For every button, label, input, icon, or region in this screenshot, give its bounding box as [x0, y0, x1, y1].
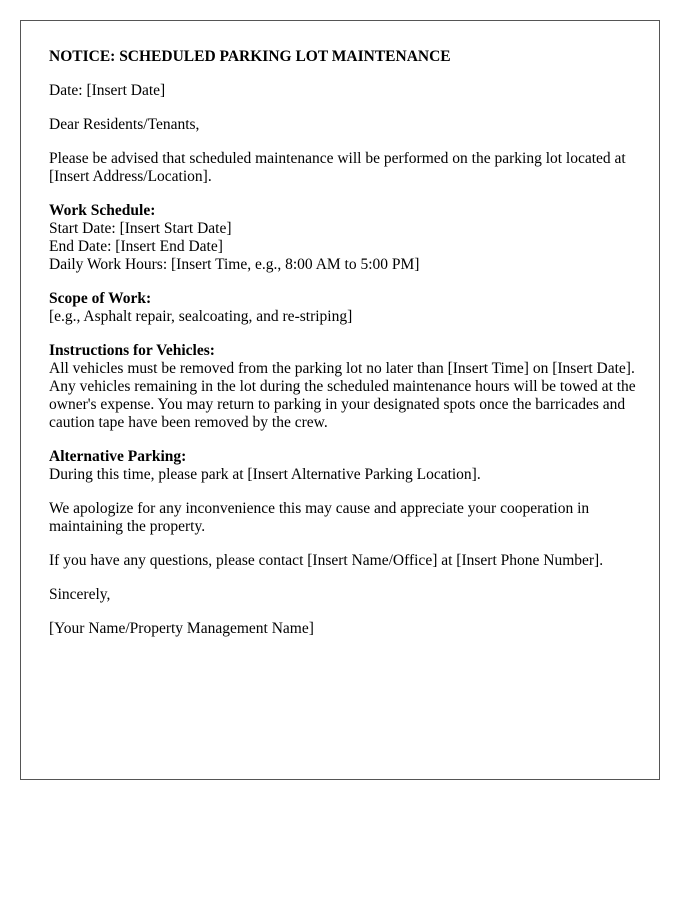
- notice-content: [49, 48, 639, 654]
- daily-hours-line: Daily Work Hours: [Insert Time, e.g., 8:00 AM to 5:00 PM]: [49, 256, 420, 273]
- end-date-line: End Date: [Insert End Date]: [49, 238, 223, 255]
- instructions-heading: Instructions for Vehicles:: [49, 342, 215, 359]
- salutation: Dear Residents/Tenants,: [49, 116, 200, 133]
- scope-heading: Scope of Work:: [49, 290, 152, 307]
- contact-paragraph: If you have any questions, please contact [Insert Name/Office] at [Insert Phone Number].: [49, 552, 604, 569]
- work-schedule-section: [49, 202, 639, 274]
- notice-title: NOTICE: SCHEDULED PARKING LOT MAINTENANCE: [49, 48, 451, 65]
- alternative-parking-text: During this time, please park at [Insert Alternative Parking Location].: [49, 466, 481, 483]
- apology-paragraph: We apologize for any inconvenience this may cause and appreciate your cooperation in maintaining the property.: [49, 500, 590, 535]
- date-line: Date: [Insert Date]: [49, 82, 166, 99]
- notice-page: [20, 20, 660, 780]
- intro-paragraph: Please be advised that scheduled maintenance will be performed on the parking lot located at [Insert Address/Location].: [49, 150, 626, 185]
- start-date-line: Start Date: [Insert Start Date]: [49, 220, 232, 237]
- signature-line: [Your Name/Property Management Name]: [49, 620, 314, 637]
- scope-text: [e.g., Asphalt repair, sealcoating, and re-striping]: [49, 308, 353, 325]
- instructions-text: All vehicles must be removed from the parking lot no later than [Insert Time] on [Insert Date]. Any vehicles remaining in the lot during the scheduled maintenance hours will be towed at the owner's expense. You may return to parking in your designated spots once the barricades and caution tape have been removed by the crew.: [49, 360, 636, 431]
- alternative-parking-section: [49, 448, 639, 484]
- scope-section: [49, 290, 639, 326]
- instructions-section: [49, 342, 639, 432]
- alternative-parking-heading: Alternative Parking:: [49, 448, 187, 465]
- work-schedule-heading: Work Schedule:: [49, 202, 156, 219]
- closing-line: Sincerely,: [49, 586, 111, 603]
